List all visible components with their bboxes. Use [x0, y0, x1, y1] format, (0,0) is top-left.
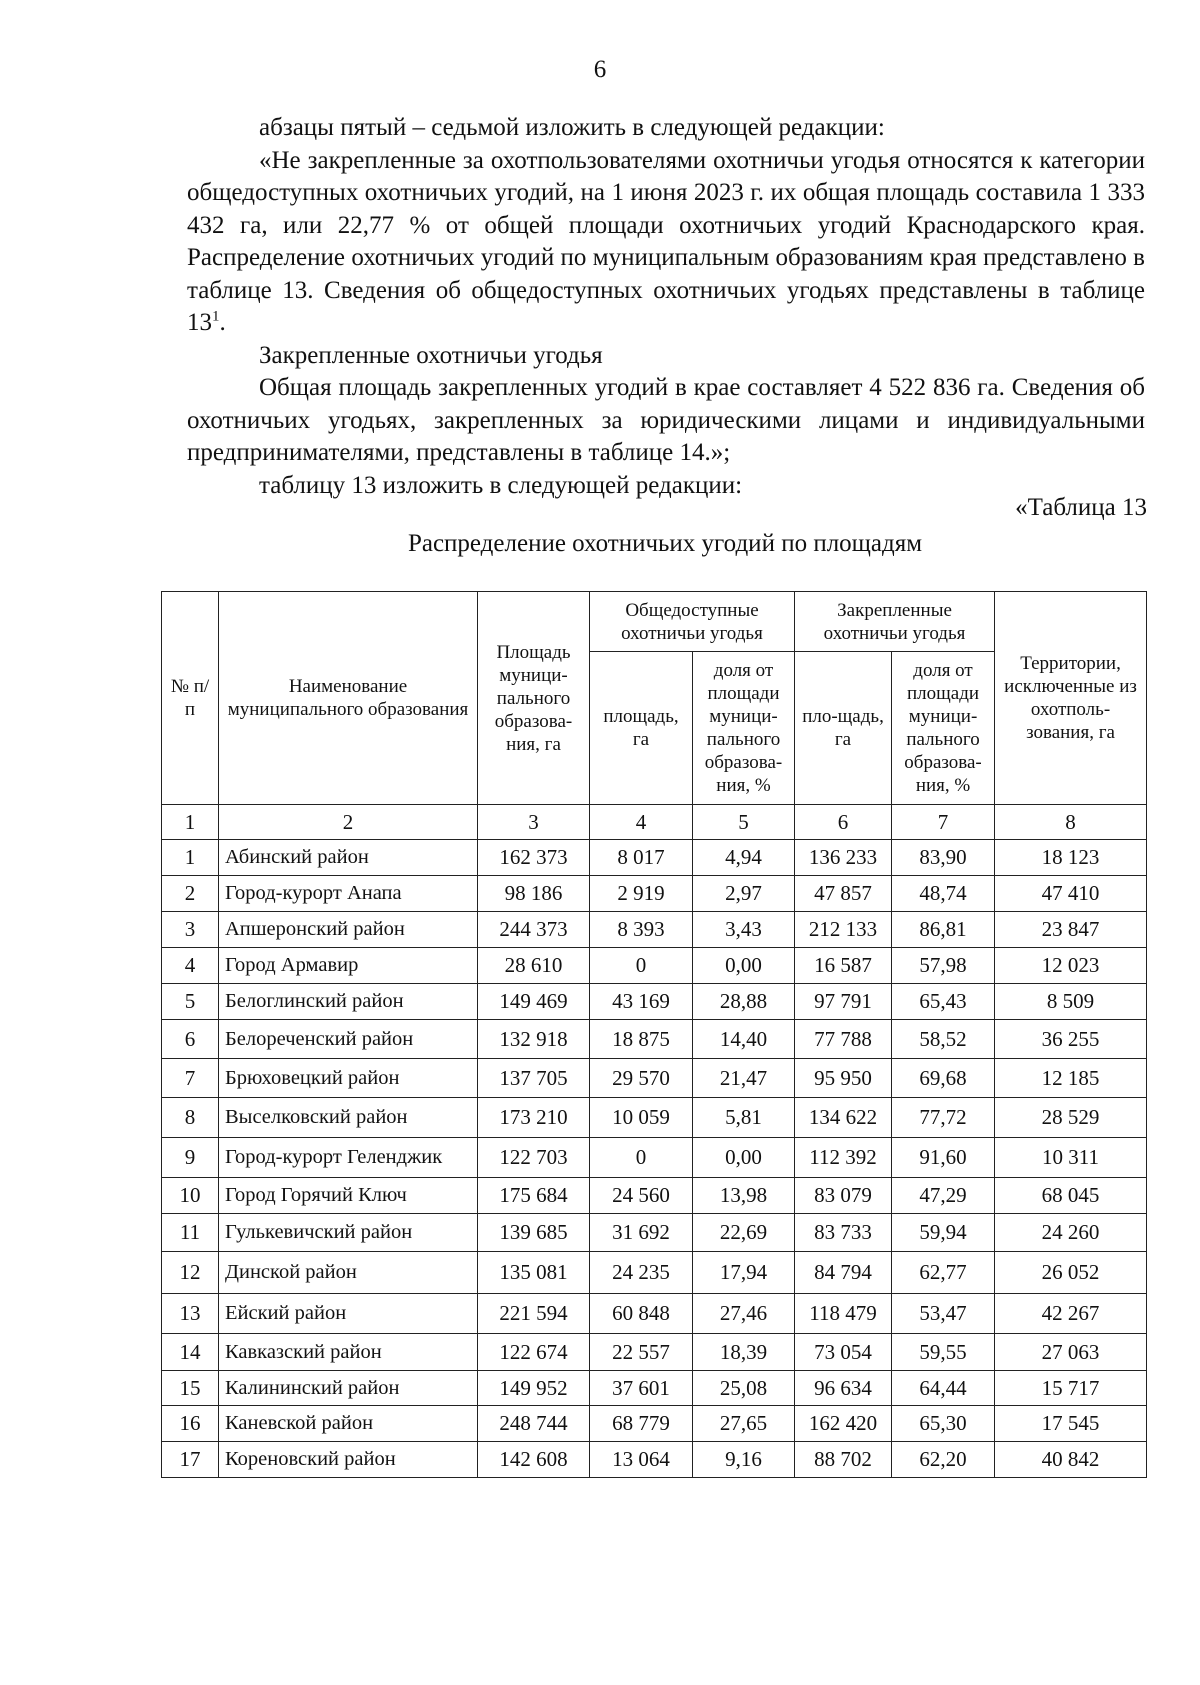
table-row	[162, 1294, 1147, 1334]
table-row	[162, 1214, 1147, 1252]
row-excluded: 12 185	[995, 1059, 1147, 1098]
row-public-share: 27,65	[693, 1406, 795, 1442]
row-public-area: 31 692	[590, 1214, 693, 1252]
column-number: 1	[162, 805, 219, 840]
table-title: Распределение охотничьих угодий по площадям	[407, 530, 923, 557]
header-name: Наименование муниципального образования	[219, 592, 478, 805]
row-public-area: 2 919	[590, 876, 693, 912]
row-name: Город Армавир	[219, 948, 478, 984]
row-assigned-share: 62,20	[892, 1442, 995, 1478]
row-num: 13	[162, 1294, 219, 1334]
row-num: 17	[162, 1442, 219, 1478]
row-public-share: 0,00	[693, 948, 795, 984]
row-area: 221 594	[478, 1294, 590, 1334]
column-number: 7	[892, 805, 995, 840]
row-num: 12	[162, 1252, 219, 1294]
header-num: № п/п	[162, 592, 219, 805]
row-public-area: 24 560	[590, 1178, 693, 1214]
row-excluded: 23 847	[995, 912, 1147, 948]
row-area: 142 608	[478, 1442, 590, 1478]
row-name: Динской район	[219, 1252, 478, 1294]
table-row	[162, 840, 1147, 876]
row-public-area: 13 064	[590, 1442, 693, 1478]
row-assigned-area: 96 634	[795, 1371, 892, 1406]
table-row	[162, 1442, 1147, 1478]
row-excluded: 24 260	[995, 1214, 1147, 1252]
paragraph-2-text: «Не закрепленные за охотпользователями охотничьи угодья относятся к категории общедоступных охотничьих угодий, на 1 июня 2023 г. их общая площадь составила 1 333 432 га, или 22,77 % от общей площади охотничьих угодий Краснодарского края. Распределение охотничьих угодий по муниципальным образованиям края представлено в таблице 13. Сведения об общедоступных охотничьих угодьях представлены в таблице 13	[187, 146, 1145, 336]
row-assigned-area: 77 788	[795, 1020, 892, 1059]
row-assigned-area: 88 702	[795, 1442, 892, 1478]
table-row	[162, 1059, 1147, 1098]
row-assigned-share: 65,43	[892, 984, 995, 1020]
row-excluded: 18 123	[995, 840, 1147, 876]
row-num: 10	[162, 1178, 219, 1214]
row-assigned-area: 212 133	[795, 912, 892, 948]
row-area: 122 674	[478, 1334, 590, 1371]
row-excluded: 27 063	[995, 1334, 1147, 1371]
row-public-share: 14,40	[693, 1020, 795, 1059]
row-num: 2	[162, 876, 219, 912]
row-excluded: 17 545	[995, 1406, 1147, 1442]
row-num: 1	[162, 840, 219, 876]
row-excluded: 68 045	[995, 1178, 1147, 1214]
row-public-area: 29 570	[590, 1059, 693, 1098]
table-row	[162, 1020, 1147, 1059]
row-name: Город-курорт Анапа	[219, 876, 478, 912]
table-row	[162, 1371, 1147, 1406]
table-body	[162, 840, 1147, 1478]
table-row	[162, 1098, 1147, 1138]
row-num: 16	[162, 1406, 219, 1442]
header-assigned-group: Закрепленные охотничьи угодья	[795, 592, 995, 652]
row-name: Кавказский район	[219, 1334, 478, 1371]
table-row	[162, 912, 1147, 948]
column-number-row	[162, 805, 1147, 840]
row-public-area: 60 848	[590, 1294, 693, 1334]
row-assigned-area: 84 794	[795, 1252, 892, 1294]
header-excluded: Территории, исключенные из охотполь-зования, га	[995, 592, 1147, 805]
row-excluded: 8 509	[995, 984, 1147, 1020]
row-name: Город-курорт Геленджик	[219, 1138, 478, 1178]
row-area: 137 705	[478, 1059, 590, 1098]
row-assigned-share: 58,52	[892, 1020, 995, 1059]
row-area: 162 373	[478, 840, 590, 876]
row-assigned-share: 59,94	[892, 1214, 995, 1252]
row-assigned-area: 83 733	[795, 1214, 892, 1252]
row-assigned-share: 57,98	[892, 948, 995, 984]
paragraph-2	[187, 145, 1145, 340]
row-area: 173 210	[478, 1098, 590, 1138]
row-public-share: 21,47	[693, 1059, 795, 1098]
row-public-share: 2,97	[693, 876, 795, 912]
row-num: 6	[162, 1020, 219, 1059]
body-text	[187, 112, 1145, 502]
row-area: 98 186	[478, 876, 590, 912]
row-name: Гулькевичский район	[219, 1214, 478, 1252]
footnote-sup: 1	[212, 308, 220, 325]
row-area: 175 684	[478, 1178, 590, 1214]
row-area: 244 373	[478, 912, 590, 948]
row-public-area: 10 059	[590, 1098, 693, 1138]
row-assigned-area: 47 857	[795, 876, 892, 912]
row-num: 5	[162, 984, 219, 1020]
row-excluded: 47 410	[995, 876, 1147, 912]
table-row	[162, 1138, 1147, 1178]
header-assigned-share: доля от площади муници-пального образова-ния, %	[892, 652, 995, 805]
row-area: 132 918	[478, 1020, 590, 1059]
row-assigned-share: 83,90	[892, 840, 995, 876]
row-assigned-area: 136 233	[795, 840, 892, 876]
row-name: Белореченский район	[219, 1020, 478, 1059]
row-assigned-share: 86,81	[892, 912, 995, 948]
row-public-area: 0	[590, 1138, 693, 1178]
row-public-share: 3,43	[693, 912, 795, 948]
header-area: Площадь муници-пального образова-ния, га	[478, 592, 590, 805]
row-assigned-share: 65,30	[892, 1406, 995, 1442]
row-excluded: 28 529	[995, 1098, 1147, 1138]
row-area: 248 744	[478, 1406, 590, 1442]
row-excluded: 36 255	[995, 1020, 1147, 1059]
column-number: 3	[478, 805, 590, 840]
table-row	[162, 984, 1147, 1020]
row-assigned-share: 64,44	[892, 1371, 995, 1406]
table-row	[162, 1252, 1147, 1294]
table-row	[162, 948, 1147, 984]
row-name: Каневской район	[219, 1406, 478, 1442]
row-assigned-share: 77,72	[892, 1098, 995, 1138]
row-num: 9	[162, 1138, 219, 1178]
table-row	[162, 1406, 1147, 1442]
row-assigned-area: 83 079	[795, 1178, 892, 1214]
header-public-share: доля от площади муници-пального образова-ния, %	[693, 652, 795, 805]
row-assigned-area: 118 479	[795, 1294, 892, 1334]
row-public-share: 18,39	[693, 1334, 795, 1371]
paragraph-5: таблицу 13 изложить в следующей редакции:	[259, 471, 743, 499]
row-assigned-share: 48,74	[892, 876, 995, 912]
row-area: 122 703	[478, 1138, 590, 1178]
table-row	[162, 876, 1147, 912]
header-assigned-area: пло-щадь, га	[795, 652, 892, 805]
paragraph-2-end: .	[219, 309, 226, 336]
row-area: 28 610	[478, 948, 590, 984]
row-name: Кореновский район	[219, 1442, 478, 1478]
row-num: 14	[162, 1334, 219, 1371]
row-assigned-area: 73 054	[795, 1334, 892, 1371]
row-name: Калининский район	[219, 1371, 478, 1406]
row-public-area: 8 017	[590, 840, 693, 876]
row-public-area: 24 235	[590, 1252, 693, 1294]
row-excluded: 42 267	[995, 1294, 1147, 1334]
row-assigned-share: 91,60	[892, 1138, 995, 1178]
row-area: 135 081	[478, 1252, 590, 1294]
row-public-area: 0	[590, 948, 693, 984]
column-number: 8	[995, 805, 1147, 840]
row-assigned-area: 95 950	[795, 1059, 892, 1098]
row-num: 7	[162, 1059, 219, 1098]
row-name: Абинский район	[219, 840, 478, 876]
paragraph-3: Закрепленные охотничьи угодья	[259, 341, 603, 369]
column-number: 6	[795, 805, 892, 840]
row-public-area: 37 601	[590, 1371, 693, 1406]
row-assigned-share: 62,77	[892, 1252, 995, 1294]
row-public-share: 9,16	[693, 1442, 795, 1478]
row-assigned-share: 53,47	[892, 1294, 995, 1334]
row-assigned-share: 47,29	[892, 1178, 995, 1214]
row-assigned-area: 16 587	[795, 948, 892, 984]
row-public-area: 68 779	[590, 1406, 693, 1442]
row-excluded: 12 023	[995, 948, 1147, 984]
row-excluded: 40 842	[995, 1442, 1147, 1478]
row-assigned-share: 59,55	[892, 1334, 995, 1371]
row-excluded: 15 717	[995, 1371, 1147, 1406]
row-name: Ейский район	[219, 1294, 478, 1334]
table-row	[162, 1178, 1147, 1214]
row-num: 8	[162, 1098, 219, 1138]
row-excluded: 26 052	[995, 1252, 1147, 1294]
row-public-share: 4,94	[693, 840, 795, 876]
row-public-share: 22,69	[693, 1214, 795, 1252]
row-public-share: 13,98	[693, 1178, 795, 1214]
row-assigned-area: 97 791	[795, 984, 892, 1020]
row-assigned-area: 162 420	[795, 1406, 892, 1442]
row-public-share: 27,46	[693, 1294, 795, 1334]
row-name: Брюховецкий район	[219, 1059, 478, 1098]
row-excluded: 10 311	[995, 1138, 1147, 1178]
table-label: «Таблица 13	[1015, 494, 1147, 521]
paragraph-1: абзацы пятый – седьмой изложить в следующей редакции:	[259, 114, 885, 141]
row-public-area: 8 393	[590, 912, 693, 948]
row-num: 3	[162, 912, 219, 948]
row-public-share: 25,08	[693, 1371, 795, 1406]
row-name: Белоглинский район	[219, 984, 478, 1020]
paragraph-4: Общая площадь закрепленных угодий в крае составляет 4 522 836 га. Сведения об охотничьих угодьях, закрепленных за юридическими лицами и индивидуальными предпринимателями, представлены в таблице 14.»;	[187, 374, 1145, 466]
header-public-area: площадь, га	[590, 652, 693, 805]
row-public-area: 18 875	[590, 1020, 693, 1059]
row-public-area: 43 169	[590, 984, 693, 1020]
column-number: 2	[219, 805, 478, 840]
row-public-share: 5,81	[693, 1098, 795, 1138]
row-public-share: 17,94	[693, 1252, 795, 1294]
page-number: 6	[593, 56, 607, 83]
hunting-lands-table	[161, 591, 1147, 1478]
column-number: 4	[590, 805, 693, 840]
row-assigned-share: 69,68	[892, 1059, 995, 1098]
row-name: Апшеронский район	[219, 912, 478, 948]
row-public-area: 22 557	[590, 1334, 693, 1371]
row-public-share: 0,00	[693, 1138, 795, 1178]
row-num: 15	[162, 1371, 219, 1406]
row-public-share: 28,88	[693, 984, 795, 1020]
row-area: 139 685	[478, 1214, 590, 1252]
row-name: Город Горячий Ключ	[219, 1178, 478, 1214]
row-name: Выселковский район	[219, 1098, 478, 1138]
table-row	[162, 1334, 1147, 1371]
row-num: 4	[162, 948, 219, 984]
column-number: 5	[693, 805, 795, 840]
row-assigned-area: 134 622	[795, 1098, 892, 1138]
row-area: 149 952	[478, 1371, 590, 1406]
row-area: 149 469	[478, 984, 590, 1020]
row-assigned-area: 112 392	[795, 1138, 892, 1178]
header-public-group: Общедоступные охотничьи угодья	[590, 592, 795, 652]
row-num: 11	[162, 1214, 219, 1252]
